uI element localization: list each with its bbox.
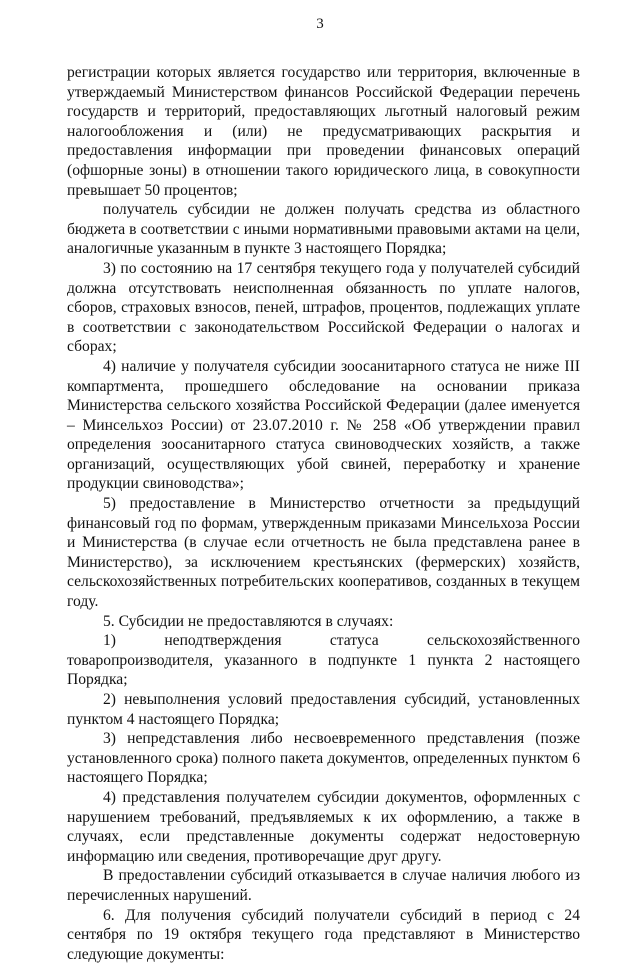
paragraph-item-4-zoosanitary-status: 4) наличие у получателя субсидии зоосанитарного статуса не ниже III компартмента, прошедшего обследование на основании приказа Министерства сельского хозяйства Российской Федерации (далее именуется – Минсельхоз России) от 23.07.2010 г. № 258 «Об утверждении правил определения зоосанитарного статуса свиноводческих хозяйств, а также организаций, осуществляющих убой свиней, переработку и хранение продукции свиноводства»; [67, 357, 580, 493]
paragraph-refusal-1: 1) неподтверждения статуса сельскохозяйственного товаропроизводителя, указанного в подпункте 1 пункта 2 настоящего Порядка; [67, 632, 580, 689]
paragraph-refusal-3: 3) непредставления либо несвоевременного представления (позже установленного срока) полного пакета документов, определенных пунктом 6 настоящего Порядка; [67, 730, 580, 787]
paragraph-refusal-4: 4) представления получателем субсидии документов, оформленных с нарушением требований, предъявляемых к их оформлению, а также в случаях, если представленные документы содержат недостоверную информацию или сведения, противоречащие друг другу. [67, 788, 580, 865]
paragraph-refusal-summary: В предоставлении субсидий отказывается в случае наличия любого из перечисленных нарушений. [67, 867, 580, 904]
paragraph-offshore-continuation: регистрации которых является государство или территория, включенные в утверждаемый Министерством финансов Российской Федерации перечень государств и территорий, предоставляющих льготный налоговый режим налогообложения и (или) не предусматривающих раскрытия и предоставления информации при проведении финансовых операций (офшорные зоны) в отношении такого юридического лица, в совокупности превышает 50 процентов; [67, 64, 580, 199]
paragraph-item-5-reporting: 5) предоставление в Министерство отчетности за предыдущий финансовый год по формам, утвержденным приказами Минсельхоза России и Министерства (в случае если отчетность не была представлена ранее в Министерство), за исключением крестьянских (фермерских) хозяйств, сельскохозяйственных потребительских кооперативов, созданных в текущем году. [67, 495, 580, 611]
paragraph-section-5-heading: 5. Субсидии не предоставляются в случаях: [103, 612, 394, 630]
page-number: 3 [316, 16, 324, 32]
paragraph-section-6-documents: 6. Для получения субсидий получатели субсидий в период с 24 сентября по 19 октября текущего года представляют в Министерство следующие документы: [67, 906, 580, 963]
paragraph-item-3-tax-debt: 3) по состоянию на 17 сентября текущего года у получателей субсидий должна отсутствовать неисполненная обязанность по уплате налогов, сборов, страховых взносов, пеней, штрафов, процентов, подлежащих уплате в соответствии с законодательством Российской Федерации о налогах и сборах; [67, 259, 580, 356]
paragraph-refusal-2: 2) невыполнения условий предоставления субсидий, установленных пунктом 4 настоящего Порядка; [67, 691, 580, 728]
document-body [67, 63, 580, 964]
paragraph-no-other-budget-funds: получатель субсидии не должен получать средства из областного бюджета в соответствии с иными нормативными правовыми актами на цели, аналогичные указанным в пункте 3 настоящего Порядка; [67, 201, 580, 258]
